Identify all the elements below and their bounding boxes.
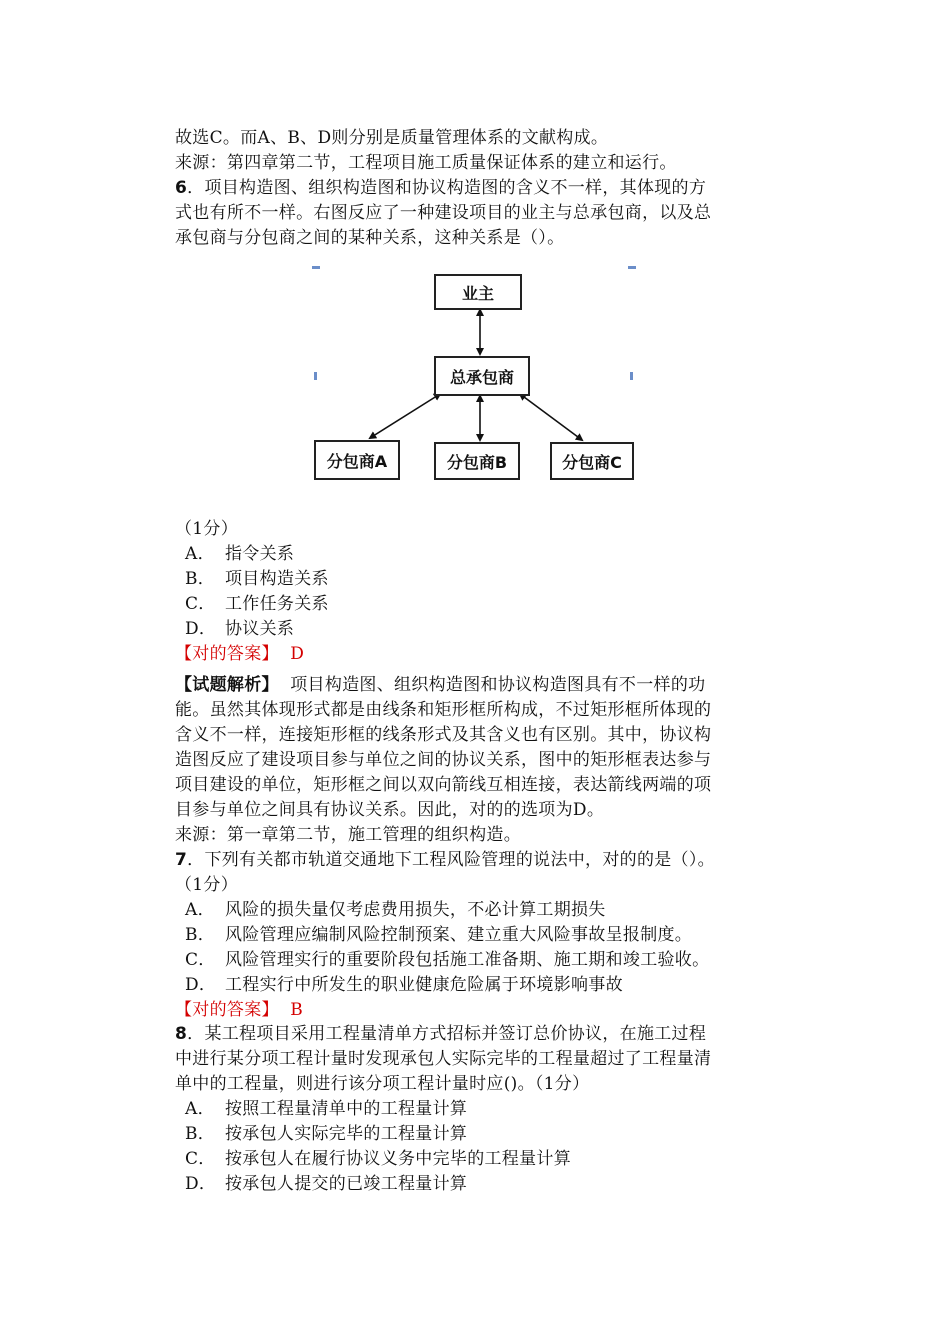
q7-stem-text: ．下列有关都市轨道交通地下工程风险管理的说法中，对的的是（）。: [187, 850, 715, 870]
q6-analysis-line-5: 项目建设的单位，矩形框之间以双向箭线互相连接，表达箭线两端的项: [175, 775, 712, 795]
option-text: 协议关系: [225, 619, 295, 639]
option-label: A．: [185, 544, 215, 564]
q8-option-b: [185, 1122, 467, 1146]
option-label: A．: [185, 900, 215, 920]
arrow-general-sub-a: [370, 394, 440, 438]
prev-answer-line: 故选C。而A、B、D则分别是质量管理体系的文献构成。: [175, 128, 609, 148]
q7-option-a: [185, 898, 606, 922]
q6-stem-text-1: ．项目构造图、组织构造图和协议构造图的含义不一样，其体现的方: [187, 178, 707, 198]
q6-analysis-line-4: 造图反应了建设项目参与单位之间的协议关系，图中的矩形框表达参与: [175, 750, 712, 770]
q6-option-d: [185, 617, 294, 641]
option-text: 按照工程量清单中的工程量计算: [225, 1099, 468, 1119]
option-label: B．: [185, 1124, 216, 1144]
q8-number: 8: [175, 1024, 188, 1044]
option-text: 工作任务关系: [225, 594, 329, 614]
option-label: B．: [185, 925, 216, 945]
q7-score: （1分）: [175, 875, 239, 895]
q6-answer: [175, 642, 304, 666]
q7-option-d: [185, 973, 623, 997]
answer-value: D: [290, 644, 305, 664]
q7-stem: [175, 848, 715, 872]
option-label: D．: [185, 1174, 217, 1194]
general-contractor-box: 总承包商: [434, 356, 530, 396]
option-label: D．: [185, 975, 217, 995]
answer-label: 【对的答案】: [175, 1000, 279, 1020]
option-text: 指令关系: [225, 544, 295, 564]
q6-number: 6: [175, 178, 188, 198]
option-label: C．: [185, 950, 216, 970]
q6-analysis-line-3: 含义不一样，连接矩形框的线条形式及其含义也有区别。其中，协议构: [175, 725, 712, 745]
selection-handle: [312, 266, 320, 269]
q6-analysis-line-1: [175, 673, 705, 697]
option-text: 项目构造关系: [225, 569, 329, 589]
q7-option-c: [185, 948, 709, 972]
owner-box: 业主: [434, 274, 522, 310]
option-label: A．: [185, 1099, 215, 1119]
q6-stem-line-1: [175, 176, 706, 200]
answer-label: 【对的答案】: [175, 644, 279, 664]
contract-structure-diagram: [312, 266, 636, 488]
option-label: B．: [185, 569, 216, 589]
selection-handle: [630, 372, 633, 380]
q8-option-a: [185, 1097, 467, 1121]
prev-source-line: 来源：第四章第二节，工程项目施工质量保证体系的建立和运行。: [175, 153, 677, 173]
selection-handle: [314, 372, 317, 380]
option-label: C．: [185, 594, 216, 614]
q6-option-b: [185, 567, 329, 591]
sub-a-box: 分包商A: [314, 440, 400, 480]
sub-c-box: 分包商C: [550, 442, 634, 480]
analysis-label: 【试题解析】: [175, 675, 279, 695]
option-text: 按承包人实际完毕的工程量计算: [225, 1124, 468, 1144]
option-text: 工程实行中所发生的职业健康危险属于环境影响事故: [225, 975, 623, 995]
option-text: 按承包人提交的已竣工程量计算: [225, 1174, 468, 1194]
selection-handle: [628, 266, 636, 269]
q6-option-c: [185, 592, 329, 616]
q6-stem-line-2: 式也有所不一样。右图反应了一种建设项目的业主与总承包商，以及总: [175, 203, 712, 223]
q8-stem-line-1: [175, 1022, 706, 1046]
q6-analysis-line-6: 目参与单位之间具有协议关系。因此，对的的选项为D。: [175, 800, 605, 820]
q8-stem-line-3: 单中的工程量，则进行该分项工程计量时应()。（1分）: [175, 1074, 590, 1094]
q7-answer: [175, 998, 303, 1022]
option-text: 按承包人在履行协议义务中完毕的工程量计算: [225, 1149, 571, 1169]
option-text: 风险管理实行的重要阶段包括施工准备期、施工期和竣工验收。: [225, 950, 710, 970]
option-text: 风险的损失量仅考虑费用损失，不必计算工期损失: [225, 900, 606, 920]
q7-number: 7: [175, 850, 188, 870]
answer-value: B: [290, 1000, 304, 1020]
arrow-general-sub-c: [520, 394, 582, 440]
q6-analysis-line-2: 能。虽然其体现形式都是由线条和矩形框所构成，不过矩形框所体现的: [175, 700, 712, 720]
analysis-text: 项目构造图、组织构造图和协议构造图具有不一样的功: [290, 675, 706, 695]
option-text: 风险管理应编制风险控制预案、建立重大风险事故呈报制度。: [225, 925, 693, 945]
q7-option-b: [185, 923, 692, 947]
q6-option-a: [185, 542, 294, 566]
q6-source: 来源：第一章第二节，施工管理的组织构造。: [175, 825, 521, 845]
q8-option-d: [185, 1172, 467, 1196]
option-label: C．: [185, 1149, 216, 1169]
q8-option-c: [185, 1147, 571, 1171]
q6-stem-line-3: 承包商与分包商之间的某种关系，这种关系是（）。: [175, 228, 565, 248]
q8-stem-line-2: 中进行某分项工程计量时发现承包人实际完毕的工程量超过了工程量清: [175, 1049, 712, 1069]
sub-b-box: 分包商B: [434, 442, 520, 480]
q8-stem-text-1: ．某工程项目采用工程量清单方式招标并签订总价协议，在施工过程: [187, 1024, 707, 1044]
q6-score: （1分）: [175, 519, 239, 539]
option-label: D．: [185, 619, 217, 639]
